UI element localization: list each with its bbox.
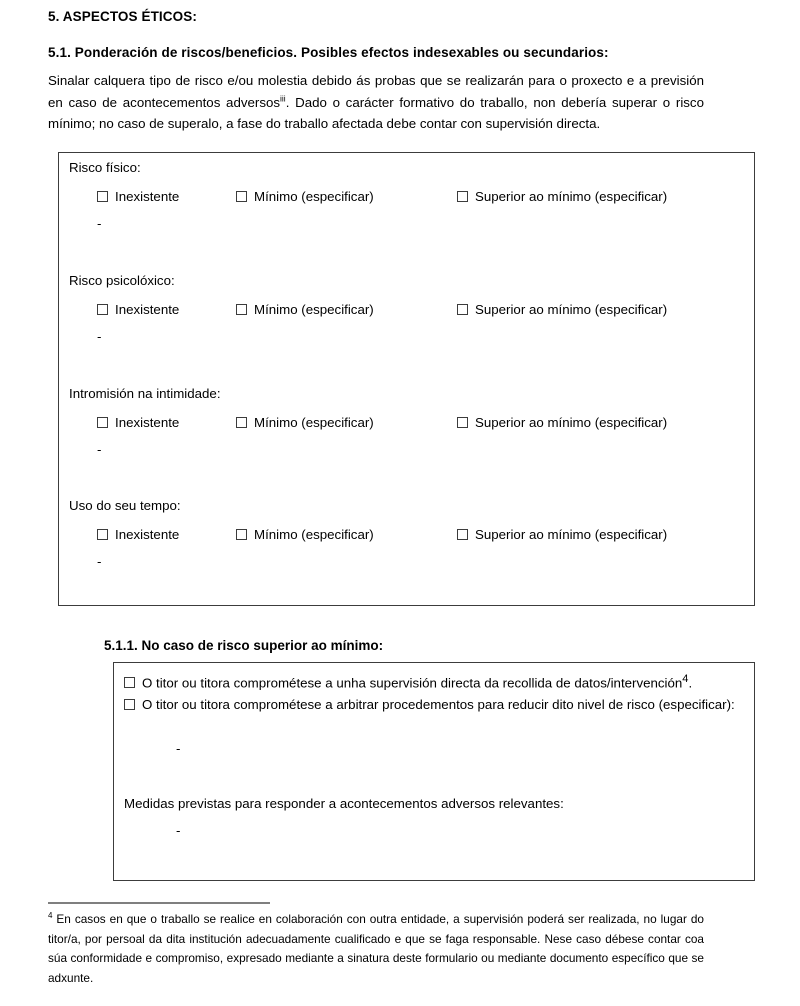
checkbox-icon[interactable] [457,417,468,428]
checkbox-option-inexistente[interactable] [97,524,179,546]
checkbox-icon[interactable] [124,699,135,710]
checkbox-label: Inexistente [115,415,180,430]
checkbox-icon[interactable] [236,417,247,428]
checkbox-icon[interactable] [457,191,468,202]
risk-option-row [69,412,745,434]
risk-option-row [69,299,745,321]
checkbox-option-minimo[interactable] [236,299,374,321]
risk-group-intimidade [69,384,745,457]
checkbox-icon[interactable] [236,529,247,540]
checkbox-label: Mínimo (especificar) [254,302,374,317]
risk-detail-field[interactable]: - [97,442,102,457]
risk-group-psicoloxico [69,271,745,344]
risk-group-title: Intromisión na intimidade: [69,386,221,401]
checkbox-option-inexistente[interactable] [97,412,179,434]
commitment-checkbox-item-1[interactable] [124,669,746,694]
checkbox-icon[interactable] [97,529,108,540]
subsection-heading-5-1-1: 5.1.1. No caso de risco superior ao mínimo: [104,638,384,653]
risk-option-row [69,186,745,208]
risk-group-fisico [69,158,745,231]
checkbox-icon[interactable] [97,304,108,315]
commitment-item-2-label: O titor ou titora comprométese a arbitrar procedementos para reducir dito nivel de risco (especificar): [142,697,735,712]
checkbox-option-inexistente[interactable] [97,186,179,208]
checkbox-label: Mínimo (especificar) [254,189,374,204]
checkbox-label: Inexistente [115,302,180,317]
checkbox-option-superior[interactable] [457,186,667,208]
risk-group-tempo [69,496,745,569]
checkbox-option-superior[interactable] [457,299,667,321]
checkbox-label: Superior ao mínimo (especificar) [475,415,668,430]
checkbox-label: Mínimo (especificar) [254,415,374,430]
checkbox-icon[interactable] [97,191,108,202]
risk-option-row [69,524,745,546]
section-heading-5: 5. ASPECTOS ÉTICOS: [48,9,197,24]
commitment-checkbox-item-2[interactable] [124,694,746,716]
checkbox-option-minimo[interactable] [236,186,374,208]
footnote-number: 4 [48,911,53,921]
procedures-detail-field[interactable]: - [176,741,181,756]
checkbox-option-inexistente[interactable] [97,299,179,321]
checkbox-option-superior[interactable] [457,412,667,434]
checkbox-icon[interactable] [236,304,247,315]
commitment-item-1-label: O titor ou titora comprométese a unha supervisión directa da recollida de datos/intervención [142,675,683,691]
footnote-separator [48,902,270,904]
checkbox-label: Superior ao mínimo (especificar) [475,189,668,204]
risk-group-title: Uso do seu tempo: [69,498,181,513]
measures-detail-field[interactable]: - [176,823,181,838]
checkbox-label: Superior ao mínimo (especificar) [475,302,668,317]
risk-group-title: Risco psicolóxico: [69,273,175,288]
risk-group-title: Risco físico: [69,160,141,175]
checkbox-option-minimo[interactable] [236,524,374,546]
checkbox-icon[interactable] [457,529,468,540]
subsection-heading-5-1: 5.1. Ponderación de riscos/beneficios. Posibles efectos indesexables ou secundarios: [48,45,609,60]
footnote-4 [48,910,704,988]
endnote-marker-iii: iii [280,93,286,104]
risk-detail-field[interactable]: - [97,329,102,344]
risk-assessment-box [58,152,755,606]
intro-text-before-note: Sinalar calquera tipo de risco e/ou molestia debido ás probas que se realizarán para o proxecto e a previsión en caso de acontecementos adversos [48,73,704,110]
checkbox-icon[interactable] [457,304,468,315]
checkbox-label: Inexistente [115,189,180,204]
footnote-body: En casos en que o traballo se realice en colaboración con outra entidade, a supervisión poderá ser realizada, no lugar do titor/a, por persoal da dita institución adecuadamente cualificado e que se faga responsable. Nese caso débese contar coa súa conformidade e compromiso, expresado mediante a sinatura deste formulario ou mediante documento específico que se adxunte. [48,912,704,985]
checkbox-option-minimo[interactable] [236,412,374,434]
checkbox-icon[interactable] [124,677,135,688]
intro-paragraph [48,70,704,135]
superior-risk-box [113,662,755,881]
checkbox-icon[interactable] [97,417,108,428]
risk-detail-field[interactable]: - [97,554,102,569]
checkbox-label: Superior ao mínimo (especificar) [475,527,668,542]
checkbox-icon[interactable] [236,191,247,202]
checkbox-option-superior[interactable] [457,524,667,546]
commitment-item-1-period: . [688,675,693,691]
measures-label: Medidas previstas para responder a acontecementos adversos relevantes: [124,796,564,811]
checkbox-label: Mínimo (especificar) [254,527,374,542]
checkbox-label: Inexistente [115,527,180,542]
risk-detail-field[interactable]: - [97,216,102,231]
footnote-marker-4: 4 [682,673,689,685]
intro-text-after-note: . Dado o carácter formativo do traballo, non debería superar o risco mínimo; no caso de superalo, a fase do traballo afectada debe contar con supervisión directa. [48,94,704,131]
